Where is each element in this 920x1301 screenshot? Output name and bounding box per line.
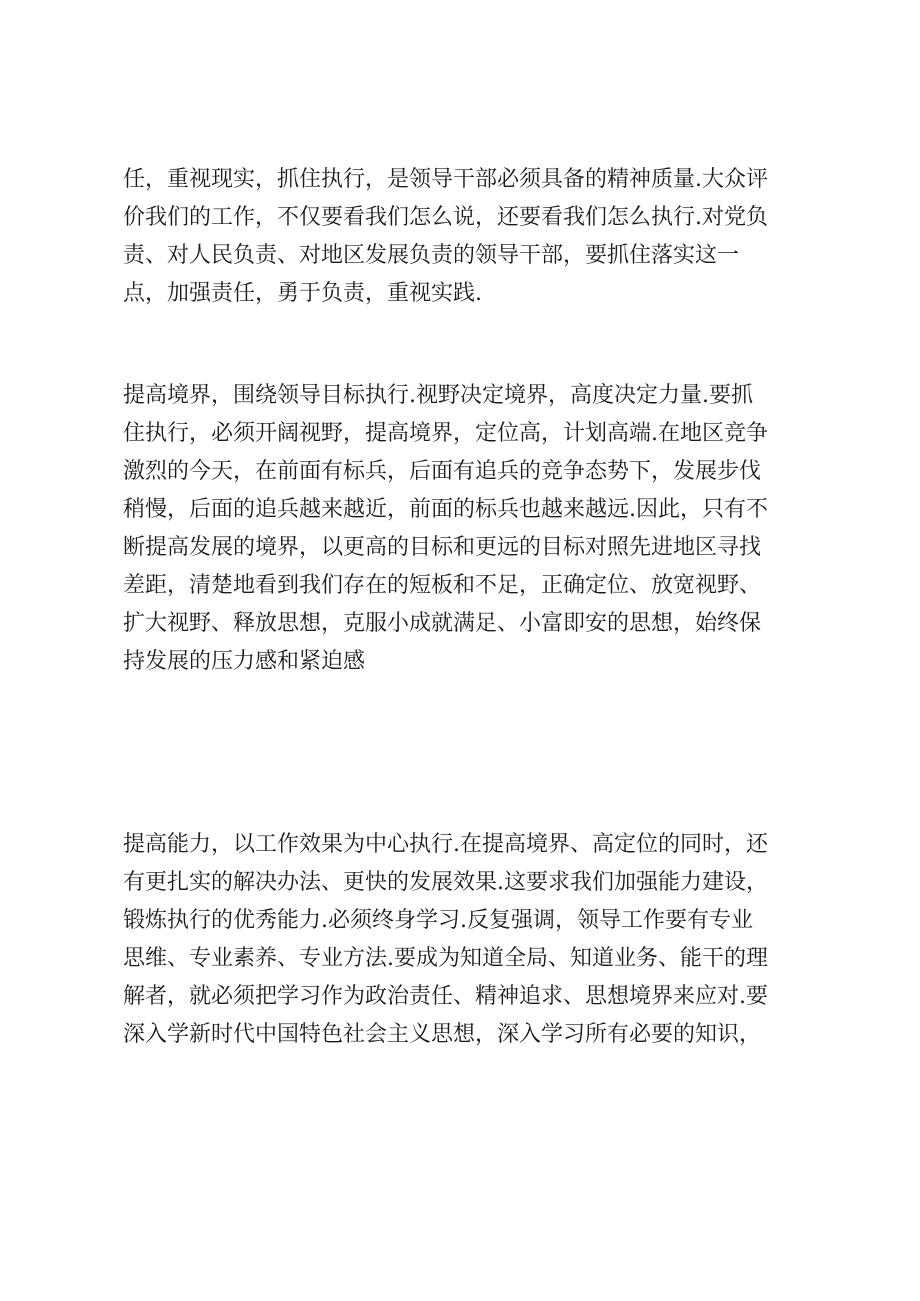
text-line: 点，加强责任，勇于负责，重视实践.: [123, 281, 482, 306]
paragraph-2: [123, 377, 813, 681]
text-line: 住执行，必须开阔视野，提高境界，定位高，计划高端.在地区竞争: [123, 421, 768, 446]
text-line: 任，重视现实，抓住执行，是领导干部必须具备的精神质量.大众评: [123, 167, 768, 192]
text-line: 断提高发展的境界，以更高的目标和更远的目标对照先进地区寻找: [123, 535, 762, 560]
text-line: 责、对人民负责、对地区发展负责的领导干部，要抓住落实这一: [123, 243, 740, 268]
text-line: 深入学新时代中国特色社会主义思想，深入学习所有必要的知识，: [123, 1022, 762, 1047]
text-line: 扩大视野、释放思想，克服小成就满足、小富即安的思想，始终保: [123, 611, 762, 636]
text-line: 有更扎实的解决办法、更快的发展效果.这要求我们加强能力建设，: [123, 870, 768, 895]
text-line: 差距，清楚地看到我们存在的短板和不足，正确定位、放宽视野、: [123, 573, 762, 598]
text-line: 激烈的今天，在前面有标兵，后面有追兵的竞争态势下，发展步伐: [123, 459, 762, 484]
text-line: 锻炼执行的优秀能力.必须终身学习.反复强调，领导工作要有专业: [123, 908, 753, 933]
paragraph-3: [123, 826, 813, 1054]
text-line: 提高境界，围绕领导目标执行.视野决定境界，高度决定力量.要抓: [123, 383, 753, 408]
text-line: 提高能力，以工作效果为中心执行.在提高境界、高定位的同时，还: [123, 832, 768, 857]
text-line: 解者，就必须把学习作为政治责任、精神追求、思想境界来应对.要: [123, 984, 768, 1009]
text-line: 思维、专业素养、专业方法.要成为知道全局、知道业务、能干的理: [123, 946, 768, 971]
text-line: 价我们的工作，不仅要看我们怎么说，还要看我们怎么执行.对党负: [123, 205, 768, 230]
text-line: 稍慢，后面的追兵越来越近，前面的标兵也越来越远.因此，只有不: [123, 497, 768, 522]
text-line: 持发展的压力感和紧迫感: [123, 649, 366, 674]
paragraph-1: [123, 161, 813, 313]
